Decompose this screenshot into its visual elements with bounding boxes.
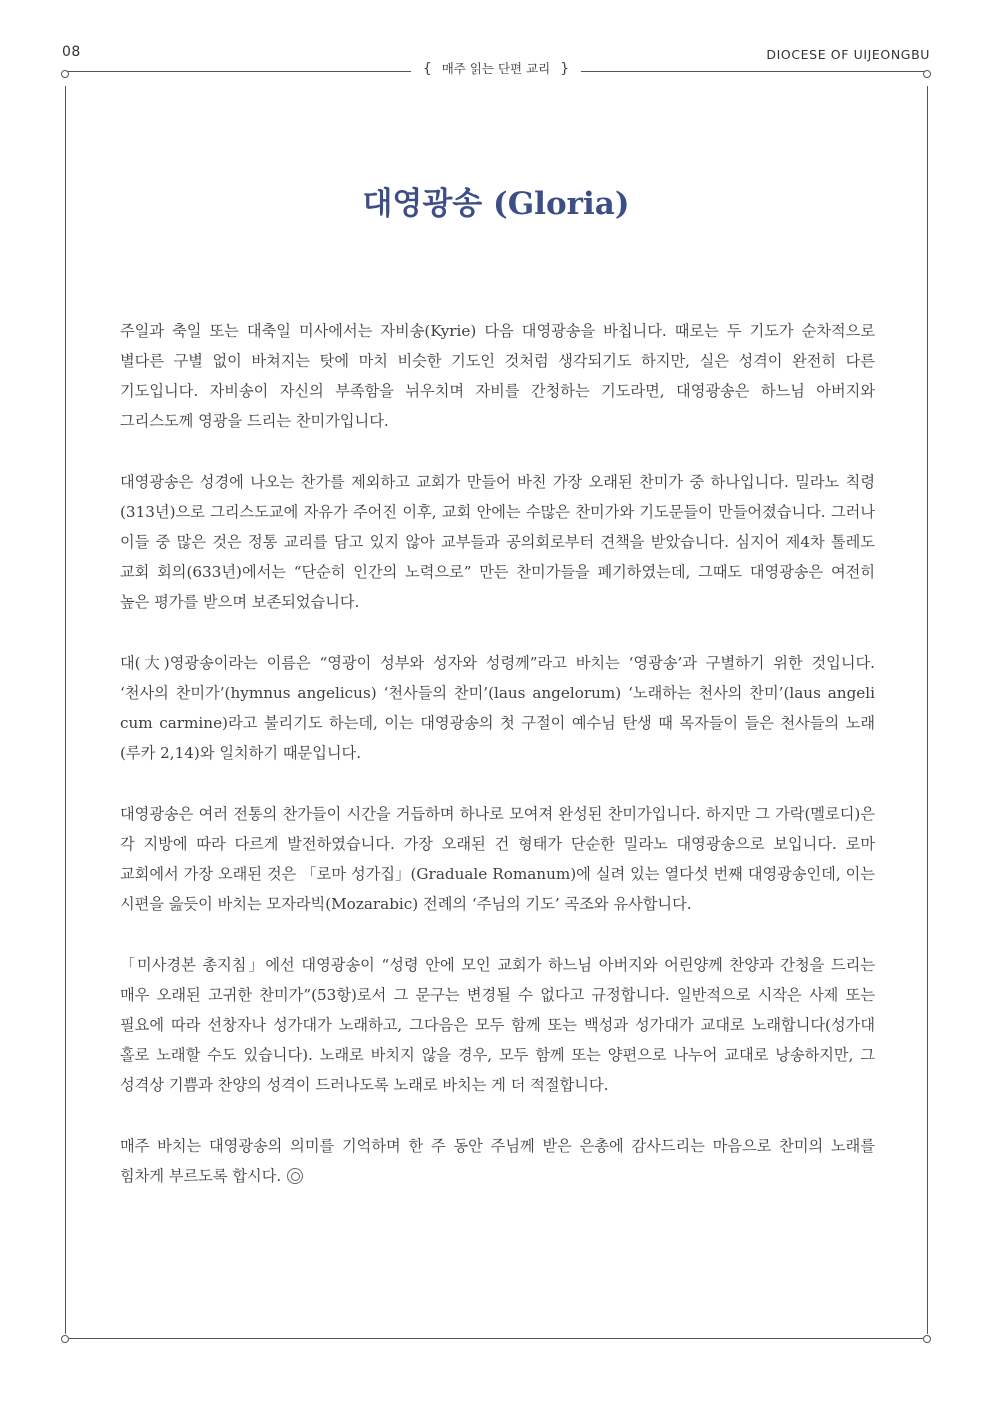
frame-right-line [927,86,928,1334]
article-body [120,316,875,1222]
paragraph-6 [120,1131,875,1191]
paragraph-1: 주일과 축일 또는 대축일 미사에서는 자비송(Kyrie) 다음 대영광송을 바칩니다. 때로는 두 기도가 순차적으로 별다른 구별 없이 바쳐지는 탓에 마치 비슷한 기도인 것처럼 생각되기도 하지만, 실은 성격이 완전히 다른 기도입니다. 자비송이 자신의 부족함을 뉘우치며 자비를 간청하는 기도라면, 대영광송은 하느님 아버지와 그리스도께 영광을 드리는 찬미가입니다. [120,322,875,430]
frame-bottom-line [67,1338,925,1339]
brace-close: } [560,61,570,77]
series-header [0,59,992,77]
end-mark-icon [287,1168,303,1184]
paragraph-3: 대(大)영광송이라는 이름은 “영광이 성부와 성자와 성령께”라고 바치는 ‘영광송’과 구별하기 위한 것입니다. ‘천사의 찬미가’(hymnus angelicus) ‘천사들의 찬미’(laus angelorum) ‘노래하는 천사의 찬미’(laus angeli cum carmine)라고 불리기도 하는데, 이는 대영광송의 첫 구절이 예수님 탄생 때 목자들이 들은 천사들의 노래(루카 2,14)와 일치하기 때문입니다. [120,654,875,762]
diocese-label: DIOCESE OF UIJEONGBU [766,47,930,62]
paragraph-4: 대영광송은 여러 전통의 찬가들이 시간을 거듭하며 하나로 모여져 완성된 찬미가입니다. 하지만 그 가락(멜로디)은 각 지방에 따라 다르게 발전하였습니다. 가장 오래된 건 형태가 단순한 밀라노 대영광송으로 보입니다. 로마 교회에서 가장 오래된 것은 「로마 성가집」(Graduale Romanum)에 실려 있는 열다섯 번째 대영광송인데, 이는 시편을 읊듯이 바치는 모자라빅(Mozarabic) 전례의 ‘주님의 기도’ 곡조와 유사합니다. [120,805,875,913]
brace-open: { [422,61,432,77]
frame-corner-dot-bottom-right [923,1335,931,1343]
frame-corner-dot-bottom-left [61,1335,69,1343]
paragraph-2: 대영광송은 성경에 나오는 찬가를 제외하고 교회가 만들어 바친 가장 오래된 찬미가 중 하나입니다. 밀라노 칙령(313년)으로 그리스도교에 자유가 주어진 이후, 교회 안에는 수많은 찬미가와 기도문들이 만들어졌습니다. 그러나 이들 중 많은 것은 정통 교리를 담고 있지 않아 교부들과 공의회로부터 견책을 받았습니다. 심지어 제4차 톨레도 교회 회의(633년)에서는 “단순히 인간의 노력으로” 만든 찬미가들을 폐기하였는데, 그때도 대영광송은 여전히 높은 평가를 받으며 보존되었습니다. [120,473,875,611]
page-number: 08 [62,44,81,60]
paragraph-6-text: 매주 바치는 대영광송의 의미를 기억하며 한 주 동안 주님께 받은 은총에 감사드리는 마음으로 찬미의 노래를 힘차게 부르도록 합시다. [120,1137,875,1185]
frame-left-line [65,86,66,1334]
article-title: 대영광송 (Gloria) [362,186,630,222]
paragraph-5: 「미사경본 총지침」에선 대영광송이 “성령 안에 모인 교회가 하느님 아버지와 어린양께 찬양과 간청을 드리는 매우 오래된 고귀한 찬미가”(53항)로서 그 문구는 변경될 수 없다고 규정합니다. 일반적으로 시작은 사제 또는 필요에 따라 선창자나 성가대가 노래하고, 그다음은 모두 함께 또는 백성과 성가대가 교대로 노래합니다(성가대 홀로 노래할 수도 있습니다). 노래로 바치지 않을 경우, 모두 함께 또는 양편으로 나누어 교대로 낭송하지만, 그 성격상 기쁨과 찬양의 성격이 드러나도록 노래로 바치는 게 더 적절합니다. [120,956,875,1094]
series-title: 매주 읽는 단편 교리 [441,61,551,76]
